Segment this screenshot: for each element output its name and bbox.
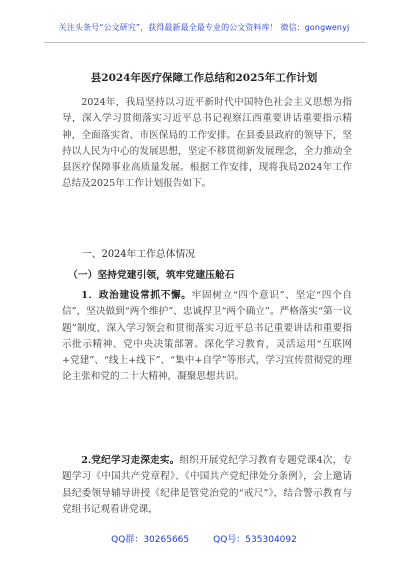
footer-contact [0, 532, 408, 545]
section-heading-1: 一、2024年工作总体情况 [82, 249, 196, 260]
item-1-text: 牢固树立“四个意识”、坚定“四个自信”，坚决做到“两个维护”、忠诚捍卫“两个确立”。严格落实“第一议题”制度，深入学习领会和贯彻落实习近平总书记重要讲话和重要指示批示精神、党中央决策部署。深化学习教育，灵活运用“互联网+党建”、“线上+线下”、“集中+自学”等形式，学习宣传贯彻党的理论主张和党的二十大精神，凝聚思想共识。 [62, 290, 352, 383]
item-2-text: 组织开展党纪学习教育专题党课4次，专题学习《中国共产党章程》、《中国共产党纪律处分条例》，会上邀请县纪委领导辅导讲授《纪律是管党治党的“戒尺”》，结合警示教育与党组书记观看讲党课， [62, 455, 353, 515]
item-1-lead: 1．政治建设常抓不懈。 [81, 290, 192, 301]
header-divider [44, 42, 366, 43]
intro-paragraph: 2024年，我局坚持以习近平新时代中国特色社会主义思想为指导，深入学习贯彻落实习近平总书记视察江西重要讲话重要指示精神，全面落实省、市医保局的工作安排。在县委县政府的领导下，坚持以人民为中心的发展思想，坚定不移贯彻新发展理念，全力推动全县医疗保障事业高质量发展。根据工作安排，现将我局2024年工作总结及2025年工作计划报告如下。 [62, 97, 352, 190]
footer-qq-group: QQ群：30265665 [111, 535, 190, 545]
sub-heading-1: （一）坚持党建引领，筑牢党建压舱石 [68, 270, 235, 281]
header-banner: 关注头条号“公文研究”，获得最新最全最专业的公文资料库！ 微信：gongwenyj [58, 23, 350, 32]
footer-qq-number: QQ号：535304092 [213, 535, 297, 545]
paragraph-item-1 [62, 288, 352, 386]
paragraph-item-2 [62, 453, 352, 518]
item-2-lead: 2.党纪学习走深走实。 [81, 455, 180, 466]
document-title: 县2024年医疗保障工作总结和2025年工作计划 [90, 72, 318, 84]
